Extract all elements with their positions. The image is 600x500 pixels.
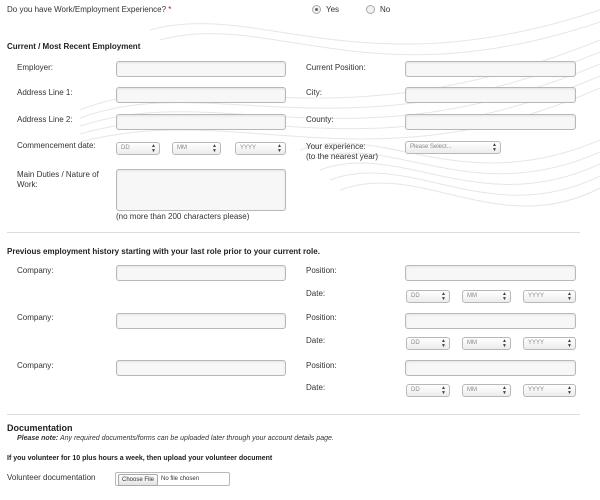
experience-label: [306, 142, 378, 162]
address-line-2-label: Address Line 2:: [17, 115, 73, 124]
experience-select[interactable]: [405, 141, 501, 154]
month-select-value: MM: [467, 340, 477, 346]
commencement-day-select[interactable]: [116, 142, 160, 155]
company-label: Company:: [17, 361, 54, 370]
position-input-2[interactable]: [405, 313, 576, 329]
documentation-note-bold: Please note:: [17, 435, 59, 442]
select-arrows-icon: ▲ ▼: [212, 143, 217, 154]
date-month-select-3[interactable]: [462, 384, 511, 397]
position-input-3[interactable]: [405, 360, 576, 376]
main-duties-label-line-1: Main Duties / Nature of: [17, 170, 99, 179]
day-select-value: DD: [411, 387, 420, 393]
year-select-value: YYYY: [528, 293, 545, 299]
experience-label-line-2: (to the nearest year): [306, 152, 379, 161]
select-arrows-icon: ▲ ▼: [441, 291, 446, 302]
county-input[interactable]: [405, 114, 576, 130]
month-select-value: MM: [177, 145, 187, 151]
volunteer-file-input[interactable]: [115, 472, 230, 486]
employer-input[interactable]: [116, 61, 286, 77]
position-label: Position:: [306, 361, 337, 370]
documentation-note: [17, 434, 334, 444]
select-arrows-icon: ▲ ▼: [567, 291, 572, 302]
date-day-select-2[interactable]: [406, 337, 450, 350]
commencement-date-label: Commencement date:: [17, 141, 96, 150]
select-arrows-icon: ▲ ▼: [502, 291, 507, 302]
date-year-select-3[interactable]: [523, 384, 576, 397]
no-radio[interactable]: [366, 5, 375, 14]
month-select-value: MM: [467, 387, 477, 393]
required-marker: *: [168, 5, 172, 14]
experience-select-value: Please Select...: [410, 144, 452, 150]
date-label: Date:: [306, 336, 326, 345]
select-arrows-icon: ▲ ▼: [492, 142, 497, 153]
day-select-value: DD: [411, 340, 420, 346]
year-select-value: YYYY: [528, 387, 545, 393]
select-arrows-icon: ▲ ▼: [441, 338, 446, 349]
main-duties-textarea[interactable]: [116, 169, 286, 211]
previous-employment-heading: Previous employment history starting with your last role prior to your current role.: [7, 247, 320, 256]
year-select-value: YYYY: [528, 340, 545, 346]
section-divider: [7, 414, 580, 415]
company-input-3[interactable]: [116, 360, 286, 376]
no-file-chosen-text: No file chosen: [161, 476, 200, 482]
main-duties-label: [17, 170, 99, 190]
company-input-2[interactable]: [116, 313, 286, 329]
select-arrows-icon: ▲ ▼: [441, 385, 446, 396]
city-input[interactable]: [405, 87, 576, 103]
select-arrows-icon: ▲ ▼: [567, 338, 572, 349]
commencement-month-select[interactable]: [172, 142, 221, 155]
date-label: Date:: [306, 383, 326, 392]
address-line-2-input[interactable]: [116, 114, 286, 130]
day-select-value: DD: [121, 145, 130, 151]
volunteer-heading: If you volunteer for 10 plus hours a week, then upload your volunteer document: [7, 455, 273, 462]
company-label: Company:: [17, 266, 54, 275]
main-duties-label-line-2: Work:: [17, 180, 38, 189]
date-label: Date:: [306, 289, 326, 298]
yes-radio[interactable]: [312, 5, 321, 14]
experience-question: [7, 5, 171, 15]
no-label: No: [380, 5, 391, 14]
choose-file-button[interactable]: Choose File: [118, 474, 158, 486]
documentation-note-text: Any required documents/forms can be uploaded later through your account details page.: [59, 435, 334, 442]
month-select-value: MM: [467, 293, 477, 299]
yes-label: Yes: [326, 5, 340, 14]
select-arrows-icon: ▲ ▼: [151, 143, 156, 154]
commencement-year-select[interactable]: [235, 142, 286, 155]
position-label: Position:: [306, 266, 337, 275]
experience-label-line-1: Your experience:: [306, 142, 366, 151]
company-input-1[interactable]: [116, 265, 286, 281]
county-label: County:: [306, 115, 334, 124]
address-line-1-label: Address Line 1:: [17, 88, 73, 97]
documentation-title: Documentation: [7, 423, 73, 433]
date-day-select-3[interactable]: [406, 384, 450, 397]
current-employment-heading: Current / Most Recent Employment: [7, 42, 141, 51]
current-position-label: Current Position:: [306, 63, 366, 72]
select-arrows-icon: ▲ ▼: [502, 338, 507, 349]
duties-character-note: (no more than 200 characters please): [116, 212, 250, 221]
position-input-1[interactable]: [405, 265, 576, 281]
city-label: City:: [306, 88, 322, 97]
date-year-select-2[interactable]: [523, 337, 576, 350]
date-month-select-2[interactable]: [462, 337, 511, 350]
position-label: Position:: [306, 313, 337, 322]
address-line-1-input[interactable]: [116, 87, 286, 103]
employer-label: Employer:: [17, 63, 54, 72]
date-year-select-1[interactable]: [523, 290, 576, 303]
section-divider: [7, 232, 580, 233]
day-select-value: DD: [411, 293, 420, 299]
current-position-input[interactable]: [405, 61, 576, 77]
select-arrows-icon: ▲ ▼: [567, 385, 572, 396]
select-arrows-icon: ▲ ▼: [502, 385, 507, 396]
select-arrows-icon: ▲ ▼: [277, 143, 282, 154]
date-day-select-1[interactable]: [406, 290, 450, 303]
company-label: Company:: [17, 313, 54, 322]
experience-question-label: Do you have Work/Employment Experience?: [7, 5, 167, 14]
date-month-select-1[interactable]: [462, 290, 511, 303]
volunteer-documentation-label: Volunteer documentation: [7, 473, 96, 482]
year-select-value: YYYY: [240, 145, 257, 151]
